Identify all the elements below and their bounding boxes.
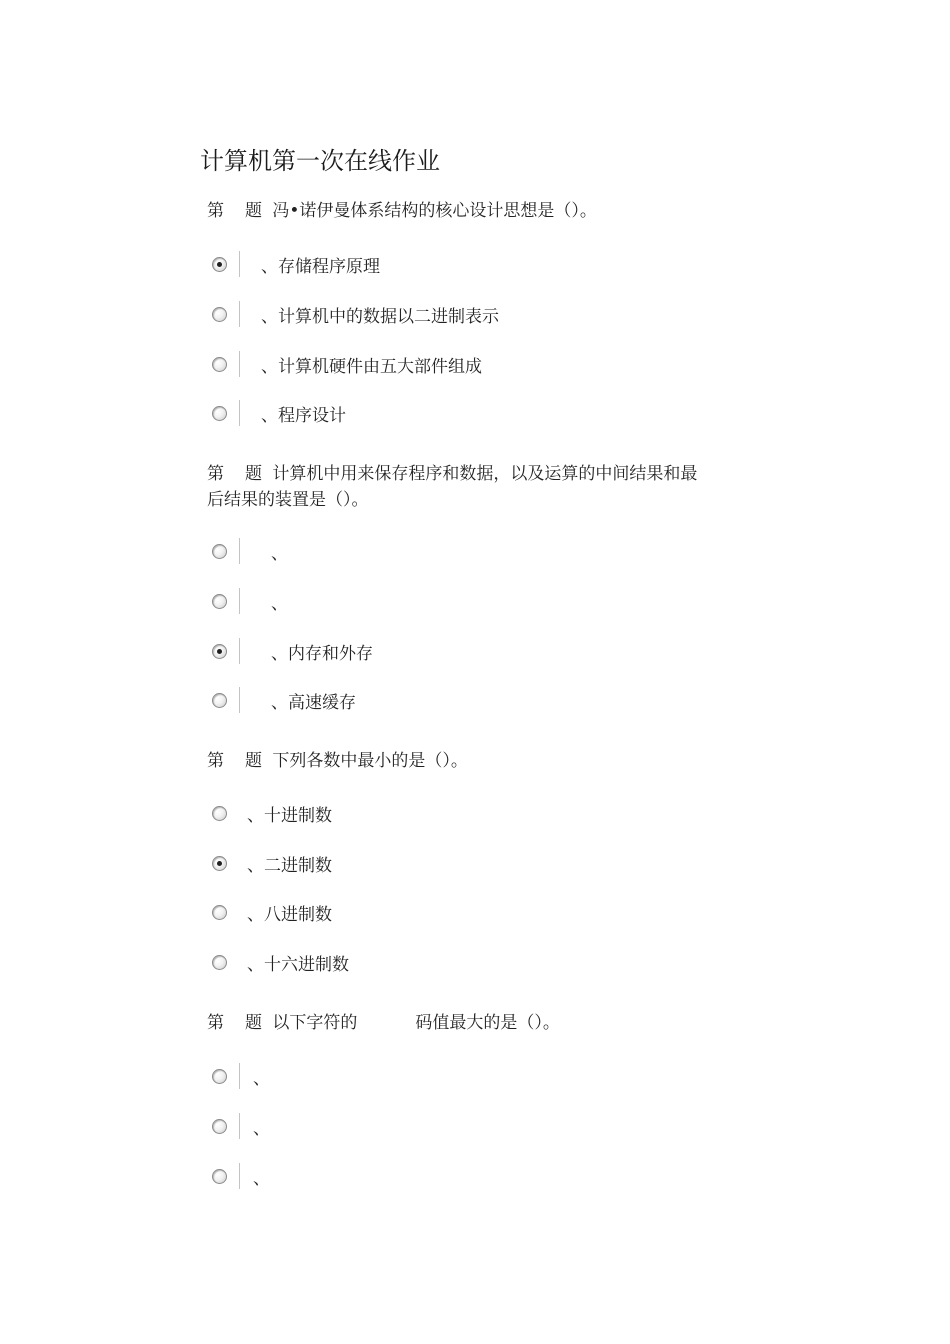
option-label: 、	[271, 593, 288, 614]
question-label: 第	[207, 201, 224, 221]
option-label: 、程序设计	[261, 405, 346, 426]
question-suffix: 题	[245, 201, 262, 221]
option-q3-d[interactable]	[208, 948, 349, 976]
question-4	[207, 1010, 787, 1036]
question-text: 下列各数中最小的是（）。	[272, 751, 468, 771]
radio-button[interactable]	[212, 1119, 227, 1134]
option-label: 、	[253, 1068, 270, 1089]
radio-button[interactable]	[212, 1169, 227, 1184]
question-text: 计算机中用来保存程序和数据，以及运算的中间结果和最	[272, 464, 698, 484]
option-label: 、计算机硬件由五大部件组成	[261, 356, 482, 377]
option-q4-b[interactable]	[208, 1112, 270, 1140]
divider	[239, 638, 240, 664]
option-q2-a[interactable]	[208, 537, 288, 565]
question-text: 冯•诺伊曼体系结构的核心设计思想是（）。	[272, 201, 597, 221]
divider	[239, 400, 240, 426]
radio-button[interactable]	[212, 644, 227, 659]
option-q1-d[interactable]	[208, 399, 346, 427]
option-label: 、十进制数	[247, 805, 332, 826]
option-q1-a[interactable]	[208, 250, 380, 278]
divider	[239, 588, 240, 614]
page-title: 计算机第一次在线作业	[200, 147, 440, 175]
option-q2-b[interactable]	[208, 587, 288, 615]
question-2	[207, 461, 787, 513]
divider	[239, 301, 240, 327]
question-label: 第	[207, 1013, 224, 1033]
radio-button[interactable]	[212, 955, 227, 970]
option-label: 、高速缓存	[271, 692, 356, 713]
option-label: 、十六进制数	[247, 954, 349, 975]
question-text-continued: 码值最大的是（）。	[415, 1013, 560, 1033]
divider	[239, 351, 240, 377]
option-label: 、八进制数	[247, 904, 332, 925]
option-q1-c[interactable]	[208, 350, 482, 378]
option-label: 、	[271, 543, 288, 564]
option-q3-a[interactable]	[208, 799, 332, 827]
option-label: 、计算机中的数据以二进制表示	[261, 306, 499, 327]
question-suffix: 题	[245, 464, 262, 484]
option-q2-c[interactable]	[208, 637, 373, 665]
divider	[239, 1163, 240, 1189]
option-label: 、	[253, 1168, 270, 1189]
radio-button[interactable]	[212, 1069, 227, 1084]
option-q2-d[interactable]	[208, 686, 356, 714]
option-q4-c[interactable]	[208, 1162, 270, 1190]
radio-button[interactable]	[212, 856, 227, 871]
option-label: 、内存和外存	[271, 643, 373, 664]
question-label: 第	[207, 751, 224, 771]
radio-button[interactable]	[212, 307, 227, 322]
option-q4-a[interactable]	[208, 1062, 270, 1090]
option-q3-c[interactable]	[208, 898, 332, 926]
option-label: 、存储程序原理	[261, 256, 380, 277]
radio-button[interactable]	[212, 544, 227, 559]
question-text-continued: 后结果的装置是（）。	[207, 490, 369, 510]
radio-button[interactable]	[212, 905, 227, 920]
radio-button[interactable]	[212, 693, 227, 708]
radio-button[interactable]	[212, 257, 227, 272]
question-label: 第	[207, 464, 224, 484]
option-label: 、二进制数	[247, 855, 332, 876]
radio-button[interactable]	[212, 806, 227, 821]
option-q1-b[interactable]	[208, 300, 499, 328]
radio-button[interactable]	[212, 357, 227, 372]
question-suffix: 题	[245, 751, 262, 771]
question-1	[207, 198, 787, 224]
divider	[239, 251, 240, 277]
divider	[239, 687, 240, 713]
question-3	[207, 748, 787, 774]
radio-button[interactable]	[212, 594, 227, 609]
divider	[239, 538, 240, 564]
option-q3-b[interactable]	[208, 849, 332, 877]
question-suffix: 题	[245, 1013, 262, 1033]
radio-button[interactable]	[212, 406, 227, 421]
divider	[239, 1063, 240, 1089]
option-label: 、	[253, 1118, 270, 1139]
divider	[239, 1113, 240, 1139]
question-text: 以下字符的	[272, 1013, 358, 1033]
